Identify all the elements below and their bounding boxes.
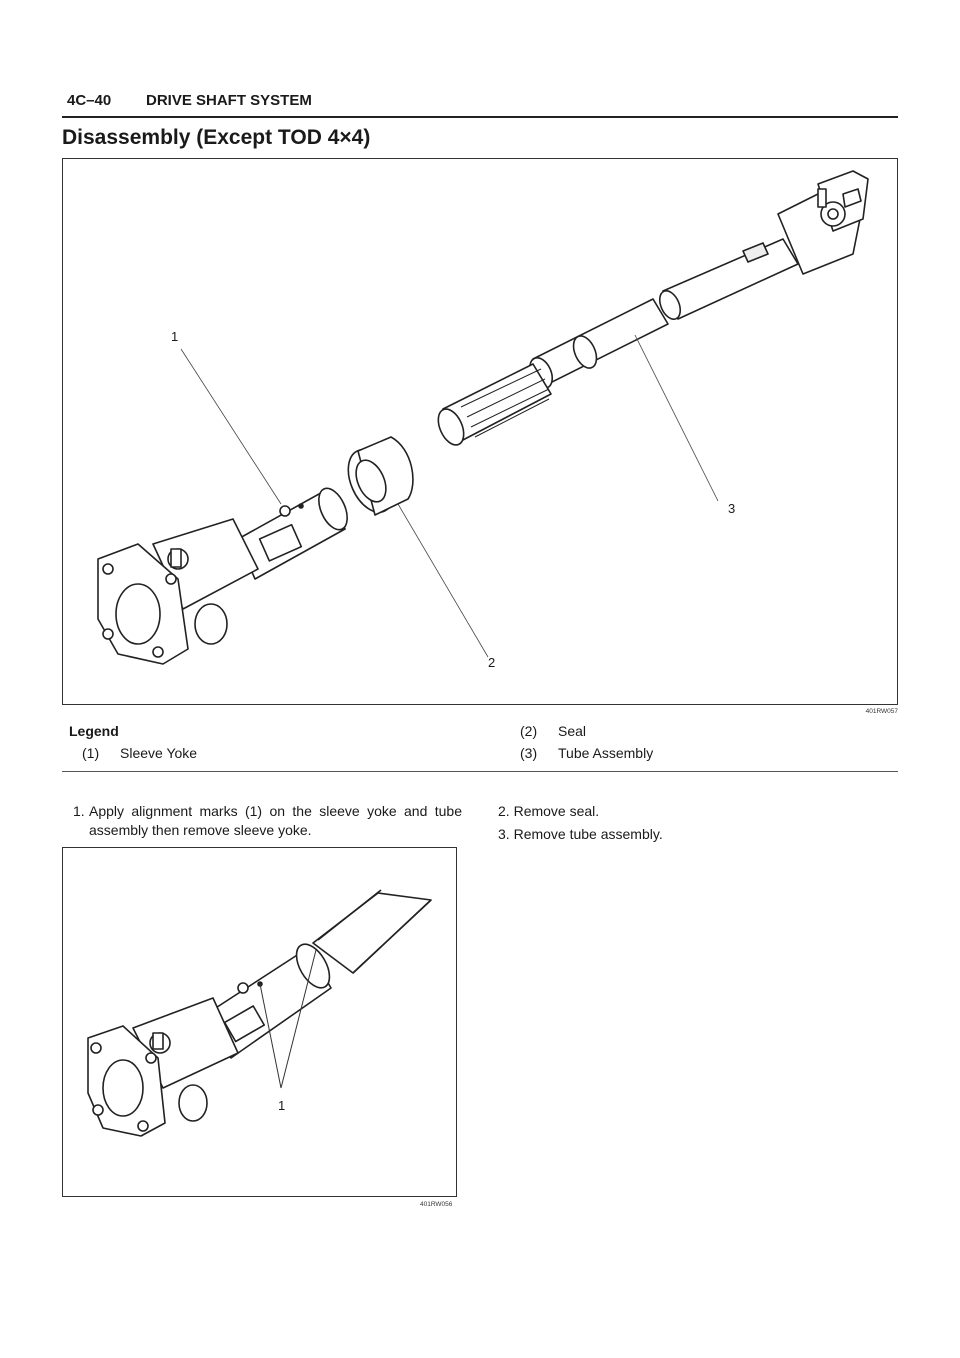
alignment-marks-figure (62, 847, 457, 1197)
page-title: Disassembly (Except TOD 4×4) (62, 126, 371, 149)
step-1 (73, 802, 462, 840)
legend-item-tube-assembly (520, 745, 653, 761)
legend-item-seal (520, 723, 586, 739)
step-3 (498, 825, 663, 844)
drive-shaft-exploded-figure (62, 158, 898, 705)
section-code: 4C–40 (67, 92, 112, 109)
legend-number: (3) (520, 745, 538, 761)
legend-number: (1) (82, 745, 100, 761)
step-text: Remove seal. (513, 803, 600, 819)
callout-1: 1 (171, 329, 179, 344)
legend-number: (2) (520, 723, 538, 739)
figure-code: 401RW056 (420, 1201, 453, 1208)
legend-label: Tube Assembly (558, 745, 654, 761)
legend-label: Seal (558, 723, 587, 739)
drive-shaft-exploded-illustration (63, 159, 897, 704)
step-number: 3. (498, 826, 510, 842)
callout-2: 2 (488, 655, 496, 670)
callout-3: 3 (728, 501, 736, 516)
step-text: Remove tube assembly. (513, 826, 663, 842)
figure-code: 401RW057 (865, 708, 898, 715)
legend-label: Sleeve Yoke (120, 745, 198, 761)
legend-item-sleeve-yoke (82, 745, 197, 761)
header-rule (62, 116, 898, 118)
legend-title: Legend (69, 723, 119, 739)
legend-rule (62, 771, 898, 772)
step-number: 2. (498, 803, 510, 819)
section-title: DRIVE SHAFT SYSTEM (146, 92, 312, 109)
callout-1: 1 (278, 1098, 286, 1113)
step-text: Apply alignment marks (1) on the sleeve yoke and tube assembly then remove sleeve yoke. (89, 803, 462, 838)
step-number: 1. (73, 803, 85, 819)
alignment-marks-illustration (63, 848, 456, 1196)
step-2 (498, 802, 599, 821)
